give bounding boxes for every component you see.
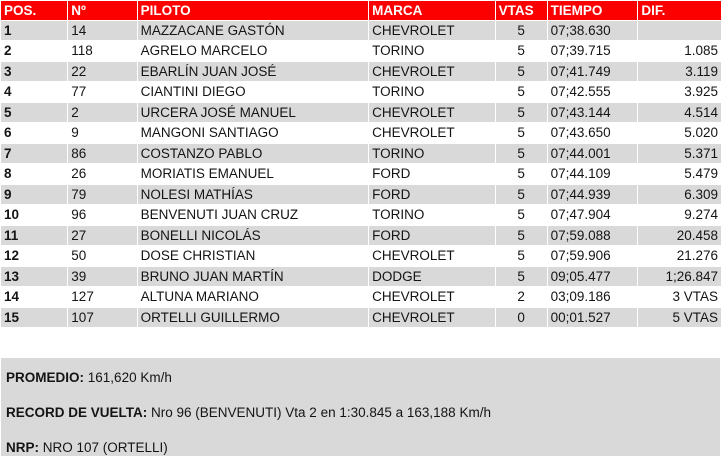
cell-piloto: MANGONI SANTIAGO [138,123,369,143]
cell-marca: CHEVROLET [369,287,494,307]
cell-tiempo: 07;41.749 [548,62,638,82]
cell-tiempo: 07;43.650 [548,123,638,143]
cell-pos: 8 [1,164,67,184]
promedio-line [6,370,714,386]
cell-tiempo: 07;44.001 [548,144,638,164]
cell-dif: 4.514 [638,103,721,123]
cell-vtas: 5 [496,41,547,61]
cell-dif: 5.371 [638,144,721,164]
cell-pos: 10 [1,205,67,225]
cell-tiempo: 07;44.939 [548,185,638,205]
cell-num: 26 [68,164,136,184]
cell-piloto: DOSE CHRISTIAN [138,246,369,266]
table-row [1,205,721,225]
nrp-line [6,440,714,456]
cell-marca: TORINO [369,41,494,61]
cell-vtas: 5 [496,267,547,287]
table-row [1,226,721,246]
cell-marca: CHEVROLET [369,103,494,123]
cell-num: 39 [68,267,136,287]
cell-num: 77 [68,82,136,102]
cell-num: 118 [68,41,136,61]
cell-dif: 6.309 [638,185,721,205]
cell-vtas: 5 [496,21,547,41]
table-row [1,308,721,328]
cell-tiempo: 00;01.527 [548,308,638,328]
cell-pos: 4 [1,82,67,102]
cell-vtas: 5 [496,205,547,225]
table-row [1,246,721,266]
nrp-label: NRP: [6,440,39,455]
cell-dif: 21.276 [638,246,721,266]
cell-tiempo: 07;39.715 [548,41,638,61]
cell-marca: CHEVROLET [369,308,494,328]
cell-vtas: 0 [496,308,547,328]
cell-dif: 1.085 [638,41,721,61]
cell-tiempo: 07;42.555 [548,82,638,102]
column-header-marca: MARCA [369,1,494,20]
cell-piloto: BRUNO JUAN MARTÍN [138,267,369,287]
cell-marca: FORD [369,164,494,184]
results-table-body [1,21,721,328]
cell-tiempo: 07;59.088 [548,226,638,246]
cell-piloto: ORTELLI GUILLERMO [138,308,369,328]
cell-num: 79 [68,185,136,205]
cell-pos: 11 [1,226,67,246]
cell-pos: 13 [1,267,67,287]
cell-dif: 1;26.847 [638,267,721,287]
cell-dif [638,21,721,41]
cell-tiempo: 07;38.630 [548,21,638,41]
cell-vtas: 5 [496,82,547,102]
cell-piloto: MAZZACANE GASTÓN [138,21,369,41]
cell-pos: 5 [1,103,67,123]
cell-num: 50 [68,246,136,266]
cell-piloto: URCERA JOSÉ MANUEL [138,103,369,123]
cell-num: 27 [68,226,136,246]
cell-marca: CHEVROLET [369,246,494,266]
cell-marca: TORINO [369,144,494,164]
cell-tiempo: 07;59.906 [548,246,638,266]
cell-tiempo: 09;05.477 [548,267,638,287]
cell-vtas: 5 [496,164,547,184]
cell-marca: DODGE [369,267,494,287]
cell-dif: 3.119 [638,62,721,82]
table-row [1,144,721,164]
cell-pos: 14 [1,287,67,307]
record-de-vuelta-line [6,405,714,421]
cell-pos: 6 [1,123,67,143]
cell-dif: 3.925 [638,82,721,102]
cell-num: 2 [68,103,136,123]
cell-piloto: COSTANZO PABLO [138,144,369,164]
column-header-piloto: PILOTO [138,1,369,20]
cell-vtas: 5 [496,103,547,123]
cell-marca: CHEVROLET [369,62,494,82]
cell-num: 14 [68,21,136,41]
cell-pos: 7 [1,144,67,164]
cell-piloto: AGRELO MARCELO [138,41,369,61]
column-header-dif: DIF. [638,1,721,20]
cell-vtas: 5 [496,62,547,82]
promedio-label: PROMEDIO: [6,370,85,385]
cell-piloto: NOLESI MATHÍAS [138,185,369,205]
promedio-value: 161,620 Km/h [87,370,172,385]
cell-pos: 2 [1,41,67,61]
cell-vtas: 5 [496,226,547,246]
cell-tiempo: 07;44.109 [548,164,638,184]
cell-num: 22 [68,62,136,82]
column-header-pos: POS. [1,1,67,20]
table-row [1,267,721,287]
cell-dif: 3 VTAS [638,287,721,307]
cell-vtas: 2 [496,287,547,307]
cell-marca: FORD [369,226,494,246]
cell-pos: 12 [1,246,67,266]
cell-piloto: ALTUNA MARIANO [138,287,369,307]
column-header-tiempo: TIEMPO [548,1,638,20]
table-row [1,123,721,143]
cell-dif: 5.020 [638,123,721,143]
header-row [1,1,721,20]
cell-piloto: CIANTINI DIEGO [138,82,369,102]
nrp-value: NRO 107 (ORTELLI) [42,440,168,455]
cell-dif: 5.479 [638,164,721,184]
table-row [1,287,721,307]
cell-piloto: BENVENUTI JUAN CRUZ [138,205,369,225]
cell-marca: TORINO [369,82,494,102]
cell-num: 127 [68,287,136,307]
cell-marca: FORD [369,185,494,205]
cell-pos: 3 [1,62,67,82]
results-table-header [1,1,721,20]
cell-pos: 1 [1,21,67,41]
record-de-vuelta-label: RECORD DE VUELTA: [6,405,148,420]
cell-tiempo: 07;43.144 [548,103,638,123]
cell-pos: 9 [1,185,67,205]
record-de-vuelta-value: Nro 96 (BENVENUTI) Vta 2 en 1:30.845 a 163,188 Km/h [151,405,491,420]
cell-marca: CHEVROLET [369,21,494,41]
race-summary [1,358,720,456]
column-header-vtas: VTAS [496,1,547,20]
cell-marca: CHEVROLET [369,123,494,143]
cell-dif: 20.458 [638,226,721,246]
cell-vtas: 5 [496,246,547,266]
cell-piloto: BONELLI NICOLÁS [138,226,369,246]
cell-num: 86 [68,144,136,164]
cell-vtas: 5 [496,185,547,205]
table-row [1,185,721,205]
cell-vtas: 5 [496,123,547,143]
table-row [1,21,721,41]
cell-num: 9 [68,123,136,143]
table-row [1,103,721,123]
table-row [1,62,721,82]
column-header-num: Nº [68,1,136,20]
cell-piloto: EBARLÍN JUAN JOSÉ [138,62,369,82]
cell-num: 107 [68,308,136,328]
cell-marca: TORINO [369,205,494,225]
table-row [1,82,721,102]
cell-tiempo: 03;09.186 [548,287,638,307]
cell-tiempo: 07;47.904 [548,205,638,225]
cell-pos: 15 [1,308,67,328]
cell-num: 96 [68,205,136,225]
cell-piloto: MORIATIS EMANUEL [138,164,369,184]
table-row [1,164,721,184]
cell-vtas: 5 [496,144,547,164]
cell-dif: 9.274 [638,205,721,225]
cell-dif: 5 VTAS [638,308,721,328]
table-row [1,41,721,61]
